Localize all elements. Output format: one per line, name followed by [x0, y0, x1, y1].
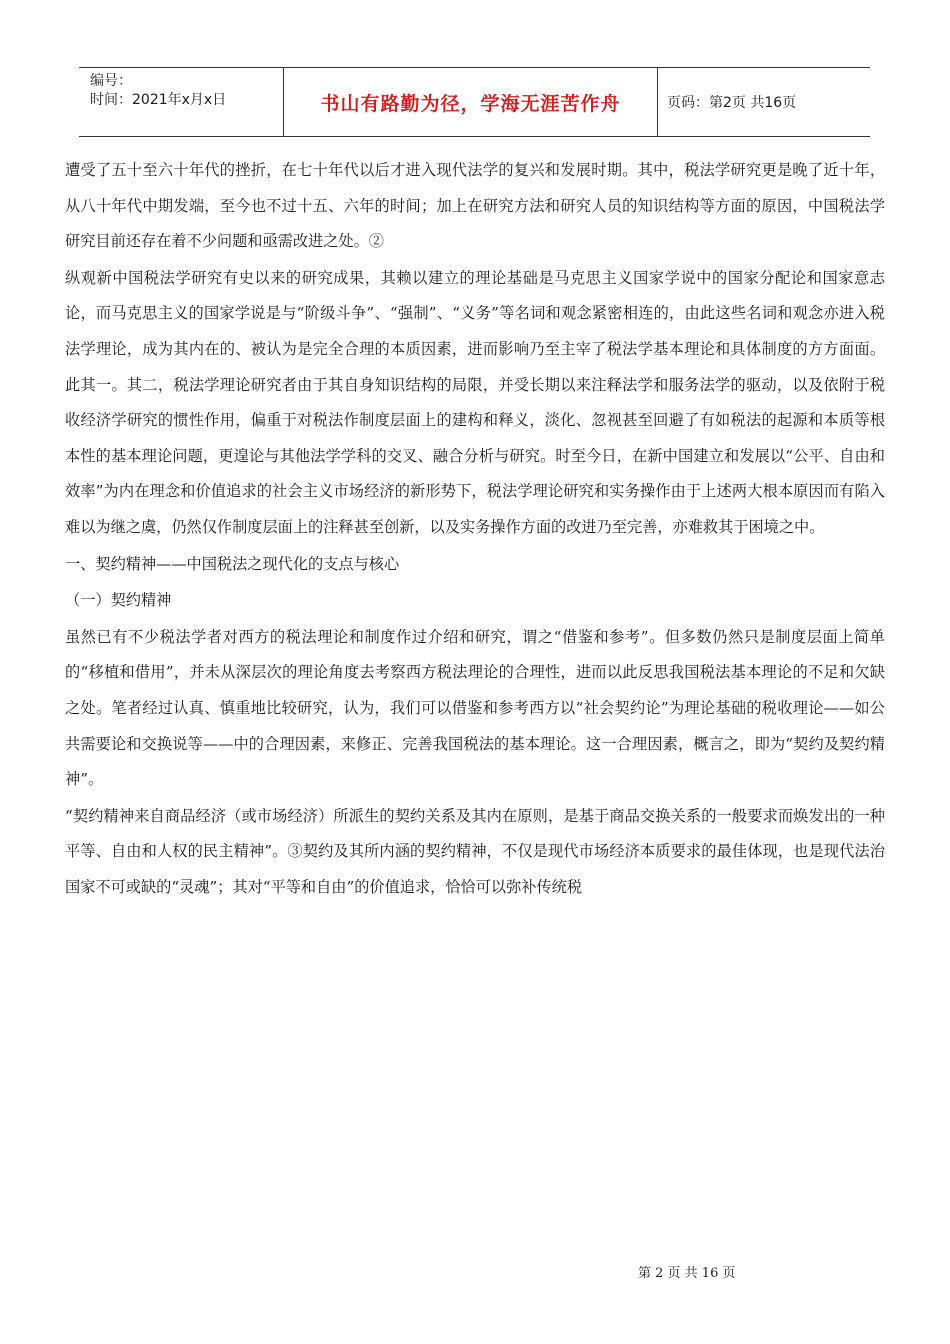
document-body — [65, 153, 885, 905]
document-number-label: 编号： — [90, 73, 132, 89]
document-time-label: 时间：2021年x月x日 — [90, 92, 227, 108]
body-paragraph: “契约精神来自商品经济（或市场经济）所派生的契约关系及其内在原则，是基于商品交换关系的一般要求而焕发出的一种平等、自由和人权的民主精神”。③契约及其所内涵的契约精神，不仅是现代市场经济本质要求的最佳体现，也是现代法治国家不可或缺的“灵魂”；其对“平等和自由”的价值追求，恰恰可以弥补传统税 — [65, 806, 885, 896]
document-header — [79, 67, 870, 137]
header-meta — [79, 68, 283, 136]
header-page-info: 页码：第2页 共16页 — [667, 95, 797, 111]
body-paragraph: 虽然已有不少税法学者对西方的税法理论和制度作过介绍和研究，谓之“借鉴和参考”。但多数仍然只是制度层面上简单的“移植和借用”，并未从深层次的理论角度去考察西方税法理论的合理性，进而以此反思我国税法基本理论的不足和欠缺之处。笔者经过认真、慎重地比较研究，认为，我们可以借鉴和参考西方以“社会契约论”为理论基础的税收理论——如公共需要论和交换说等——中的合理因素，来修正、完善我国税法的基本理论。这一合理因素，概言之，即为“契约及契约精神”。 — [65, 627, 885, 789]
header-motto: 书山有路勤为径，学海无涯苦作舟 — [283, 68, 658, 136]
subsection-heading: （一）契约精神 — [65, 591, 172, 610]
body-paragraph: 遭受了五十至六十年代的挫折，在七十年代以后才进入现代法学的复兴和发展时期。其中，税法学研究更是晚了近十年，从八十年代中期发端，至今也不过十五、六年的时间；加上在研究方法和研究人员的知识结构等方面的原因，中国税法学研究目前还存在着不少问题和亟需改进之处。② — [65, 161, 885, 251]
page-footer: 第 2 页 共 16 页 — [638, 1266, 736, 1281]
body-paragraph: 纵观新中国税法学研究有史以来的研究成果，其赖以建立的理论基础是马克思主义国家学说中的国家分配论和国家意志论，而马克思主义的国家学说是与“阶级斗争”、“强制”、“义务”等名词和观念紧密相连的，由此这些名词和观念亦进入税法学理论，成为其内在的、被认为是完全合理的本质因素，进而影响乃至主宰了税法学基本理论和具体制度的方方面面。此其一。其二，税法学理论研究者由于其自身知识结构的局限，并受长期以来注释法学和服务法学的驱动，以及依附于税收经济学研究的惯性作用，偏重于对税法作制度层面上的建构和释义，淡化、忽视甚至回避了有如税法的起源和本质等根本性的基本理论问题，更遑论与其他法学学科的交叉、融合分析与研究。时至今日，在新中国建立和发展以“公平、自由和效率”为内在理念和价值追求的社会主义市场经济的新形势下，税法学理论研究和实务操作由于上述两大根本原因而有陷入难以为继之虞，仍然仅作制度层面上的注释甚至创新，以及实务操作方面的改进乃至完善，亦难救其于困境之中。 — [65, 268, 885, 536]
section-heading: 一、契约精神——中国税法之现代化的支点与核心 — [65, 554, 400, 573]
